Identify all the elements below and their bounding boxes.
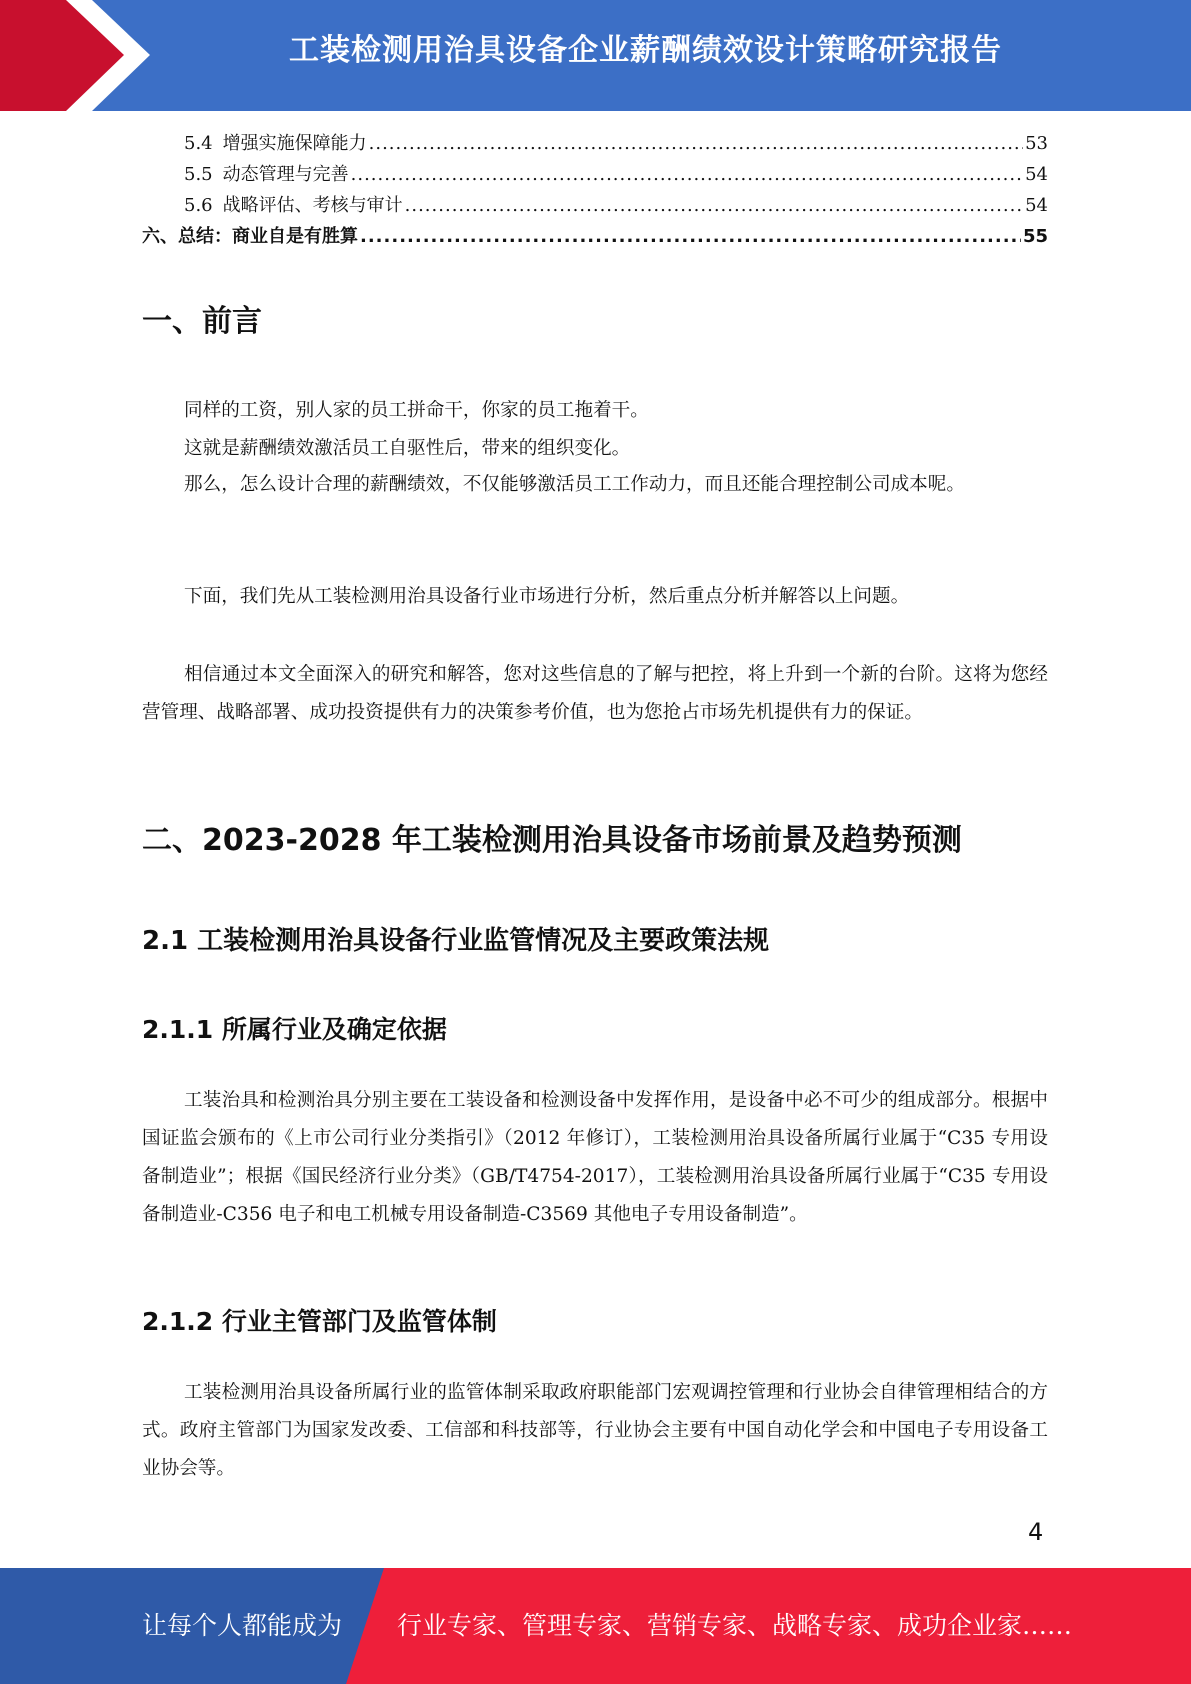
report-title: 工装检测用治具设备企业薪酬绩效设计策略研究报告	[289, 33, 1002, 68]
table-of-contents	[142, 128, 1048, 252]
subsection-heading-regulatory-system: 2.1.2 行业主管部门及监管体制	[142, 1307, 497, 1336]
header-banner	[0, 0, 1191, 111]
toc-page: 54	[1025, 195, 1048, 216]
page-number: 4	[1028, 1518, 1044, 1546]
subsection-heading-industry-basis: 2.1.1 所属行业及确定依据	[142, 1015, 447, 1044]
toc-number: 5.6	[184, 195, 213, 216]
toc-leader	[351, 159, 1023, 190]
toc-row[interactable]	[142, 128, 1048, 159]
section-heading-preface: 一、前言	[142, 304, 262, 339]
toc-label: 六、总结：商业自是有胜算	[142, 226, 358, 247]
toc-label: 动态管理与完善	[222, 164, 349, 185]
toc-row[interactable]	[142, 159, 1048, 190]
toc-row[interactable]	[142, 190, 1048, 221]
toc-leader	[360, 221, 1021, 252]
paragraph: 相信通过本文全面深入的研究和解答，您对这些信息的了解与把控，将上升到一个新的台阶。这将为您经营管理、战略部署、成功投资提供有力的决策参考价值，也为您抢占市场先机提供有力的保证。	[142, 664, 1048, 723]
footer-slogan-left: 让每个人都能成为	[142, 1611, 343, 1640]
toc-page: 53	[1025, 133, 1048, 154]
footer-slogan-right: 行业专家、管理专家、营销专家、战略专家、成功企业家……	[397, 1611, 1073, 1640]
section-heading-market-outlook: 二、2023-2028 年工装检测用治具设备市场前景及趋势预测	[142, 823, 962, 858]
toc-row[interactable]	[142, 221, 1048, 252]
paragraph: 同样的工资，别人家的员工拼命干，你家的员工拖着干。	[184, 400, 649, 421]
toc-label: 增强实施保障能力	[222, 133, 367, 154]
paragraph: 下面，我们先从工装检测用治具设备行业市场进行分析，然后重点分析并解答以上问题。	[184, 586, 910, 607]
toc-number: 5.4	[184, 133, 213, 154]
subsection-heading-regulation: 2.1 工装检测用治具设备行业监管情况及主要政策法规	[142, 926, 770, 956]
paragraph: 这就是薪酬绩效激活员工自驱性后，带来的组织变化。	[184, 438, 631, 459]
paragraph: 那么，怎么设计合理的薪酬绩效，不仅能够激活员工工作动力，而且还能合理控制公司成本呢。	[184, 474, 965, 495]
toc-label: 战略评估、考核与审计	[222, 195, 403, 216]
toc-leader	[369, 128, 1023, 159]
footer-banner	[0, 1568, 1191, 1684]
toc-page: 54	[1025, 164, 1048, 185]
toc-leader	[405, 190, 1023, 221]
paragraph: 工装治具和检测治具分别主要在工装设备和检测设备中发挥作用，是设备中必不可少的组成部分。根据中国证监会颁布的《上市公司行业分类指引》（2012 年修订），工装检测用治具设备所属行业属于“C35 专用设备制造业”；根据《国民经济行业分类》（GB/T4754-2017），工装检测用治具设备所属行业属于“C35 专用设备制造业-C356 电子和电工机械专用设备制造-C3569 其他电子专用设备制造”。	[142, 1090, 1048, 1225]
toc-number: 5.5	[184, 164, 213, 185]
toc-page: 55	[1022, 226, 1048, 247]
paragraph: 工装检测用治具设备所属行业的监管体制采取政府职能部门宏观调控管理和行业协会自律管理相结合的方式。政府主管部门为国家发改委、工信部和科技部等，行业协会主要有中国自动化学会和中国电子专用设备工业协会等。	[142, 1382, 1048, 1479]
